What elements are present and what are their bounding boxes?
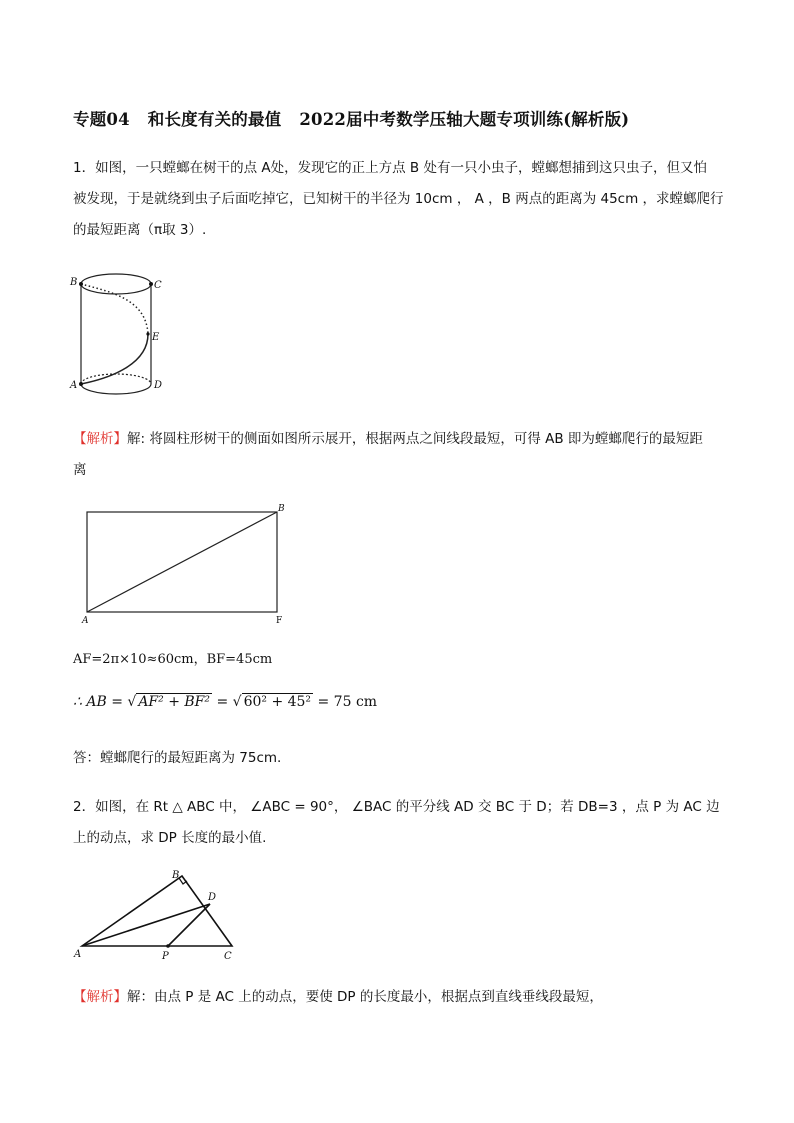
solution-1-text: 解: 将圆柱形树干的侧面如图所示展开，根据两点之间线段最短，可得 AB 即为螳螂爬行的最短距 [127,431,703,447]
triangle-abc [82,876,232,946]
cylinder-top-ellipse [81,274,151,294]
point-p [166,944,170,948]
question-2 [73,792,733,854]
question-1-line-1: 1．如图，一只螳螂在树干的点 A处，发现它的正上方点 B 处有一只小虫子，螳螂想捕到这只虫子，但又怕 [73,160,707,176]
equation-ab-equals: = [212,694,233,710]
label-c: C [154,280,162,291]
equation-af-bf: AF=2π×10≈60cm，BF=45cm [73,652,273,667]
point-a [79,382,83,386]
label-b: B [172,870,180,881]
label-b: B [278,504,285,514]
point-e [146,332,149,335]
analysis-tag: 【解析】 [73,431,127,447]
equation-ab [73,694,377,710]
label-a: A [74,949,82,960]
diagonal-ab [87,512,277,612]
solution-1 [73,424,733,486]
radicand-af-bf: AF² + BF² [138,694,210,710]
question-2-line-2: 上的动点，求 DP 长度的最小值. [73,830,267,846]
bisector-ad [82,904,210,946]
triangle-figure [70,866,244,962]
point-c [149,282,153,286]
question-1 [73,153,733,246]
question-1-line-3: 的最短距离（π取 3）. [73,222,207,238]
label-p: P [162,951,169,962]
solution-2-line-1 [73,982,733,1013]
title-topic-name: 和长度有关的最值 [147,110,282,129]
point-b [79,282,83,286]
question-1-line-2: 被发现，于是就绕到虫子后面吃掉它，已知树干的半径为 10cm ， A ，B 两点的距离为 45cm ，求螳螂爬行 [73,191,724,207]
radicand-60-45: 60² + 45² [243,694,312,710]
cylinder-bottom-back-arc [81,374,151,384]
document-title [73,106,733,130]
equation-ab-prefix: ∴ AB = [73,694,128,710]
equation-ab-result: = 75 cm [313,694,378,710]
answer-1: 答：螳螂爬行的最短距离为 75cm. [73,750,282,766]
title-series: 2022届中考数学压轴大题专项训练(解析版) [299,110,630,129]
label-f: F [276,616,283,626]
solution-1-line-1 [73,424,733,455]
question-2-line-1: 2．如图，在 Rt △ ABC 中， ∠ABC = 90°， ∠BAC 的平分线 AD 交 BC 于 D；若 DB=3 ，点 P 为 AC 边 [73,799,720,815]
sqrt-af-bf: √ AF² + BF² [127,694,210,710]
cylinder-figure [66,264,166,396]
label-d: D [154,380,163,391]
solution-2 [73,982,733,1013]
label-b: B [70,277,78,288]
label-a: A [82,616,89,626]
solution-2-text: 解：由点 P 是 AC 上的动点，要使 DP 的长度最小，根据点到直线垂线段最短， [127,989,603,1005]
solution-1-line-2: 离 [73,462,87,478]
label-a: A [70,380,78,391]
title-topic-number: 专题04 [73,110,130,129]
cylinder-bottom-front-arc [81,384,151,394]
label-d: D [208,892,217,903]
label-c: C [224,951,232,962]
analysis-tag: 【解析】 [73,989,127,1005]
sqrt-60-45: √ 60² + 45² [232,694,312,710]
unrolled-rectangle-figure [78,502,294,626]
label-e: E [152,332,160,343]
